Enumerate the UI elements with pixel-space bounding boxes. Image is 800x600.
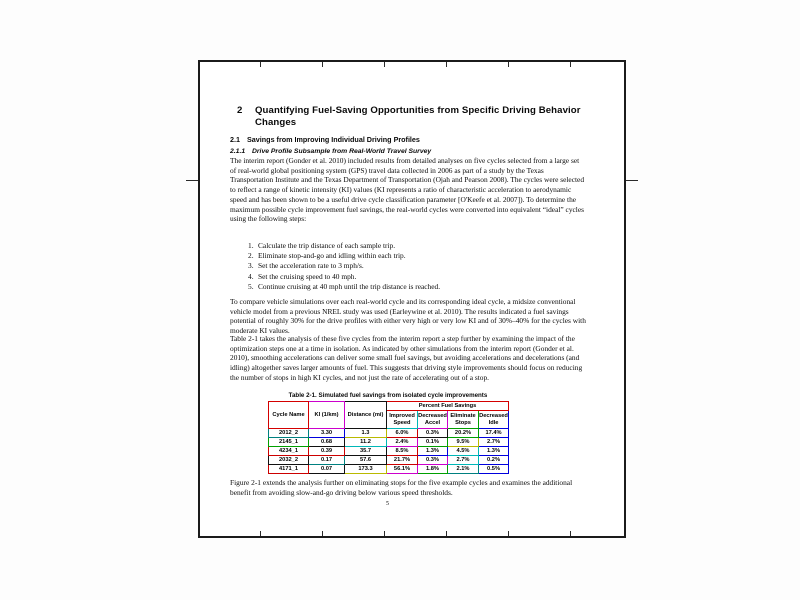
list-item bbox=[230, 272, 586, 282]
crop-tick bbox=[626, 180, 638, 181]
subsection-heading bbox=[230, 135, 586, 144]
subsubsection-title: Drive Profile Subsample from Real-World Travel Survey bbox=[252, 148, 432, 155]
table-row bbox=[269, 447, 509, 456]
crop-tick bbox=[446, 531, 447, 536]
table-cell: 35.7 bbox=[345, 447, 387, 456]
table-cell: 2.1% bbox=[448, 465, 479, 474]
table-cell: 1.3 bbox=[345, 429, 387, 438]
table-caption: Table 2-1. Simulated fuel savings from isolated cycle improvements bbox=[288, 392, 488, 399]
table-cell: 173.3 bbox=[345, 465, 387, 474]
table-cell: 56.1% bbox=[387, 465, 418, 474]
paragraph-3: Table 2-1 takes the analysis of these five cycles from the interim report a step further by examining the impact of the optimization steps one at a time in isolation. As indicated by other simulations from the interim report (Gonder et al. 2010), smoothing accelerations can deliver some small fuel savings, but avoiding accelerations and decelerations (and idling) altogether saves larger amounts of fuel. This suggests that driving style improvements should focus on reducing the number of stops in high KI cycles, and not just the rate of accelerating out of a stop. bbox=[230, 334, 583, 382]
crop-tick bbox=[384, 62, 385, 67]
report-page bbox=[198, 60, 626, 538]
table-cell: 17.4% bbox=[479, 429, 509, 438]
table-cell: 8.5% bbox=[387, 447, 418, 456]
table-cell: 21.7% bbox=[387, 456, 418, 465]
list-item-text: Eliminate stop-and-go and idling within each trip. bbox=[258, 251, 406, 261]
paragraph-4: Figure 2-1 extends the analysis further on eliminating stops for the five example cycles and examines the additional benefit from avoiding slow-and-go driving below various speed thresholds. bbox=[230, 478, 573, 497]
list-item-number: 4. bbox=[248, 271, 254, 281]
list-item-text: Continue cruising at 40 mph until the trip distance is reached. bbox=[258, 281, 441, 291]
list-item-number: 1. bbox=[248, 241, 254, 250]
table-cell: 57.6 bbox=[345, 456, 387, 465]
crop-tick bbox=[322, 531, 323, 536]
list-item-number: 5. bbox=[248, 281, 254, 291]
table-cell: 2012_2 bbox=[269, 429, 309, 438]
crop-tick bbox=[508, 531, 509, 536]
fuel-savings-table-wrap bbox=[268, 401, 509, 474]
table-subheader-cell: Decreased Accel bbox=[418, 411, 448, 429]
list-item-number: 3. bbox=[248, 261, 254, 271]
table-cell: 4171_1 bbox=[269, 465, 309, 474]
table-cell: 2032_2 bbox=[269, 456, 309, 465]
table-cell: 6.0% bbox=[387, 429, 418, 438]
crop-tick bbox=[260, 531, 261, 536]
table-cell: 2145_1 bbox=[269, 438, 309, 447]
subsection-number: 2.1 bbox=[230, 135, 240, 144]
crop-tick bbox=[260, 62, 261, 67]
section-heading bbox=[237, 105, 586, 128]
table-row bbox=[269, 438, 509, 447]
list-item-text: Calculate the trip distance of each sample trip. bbox=[258, 241, 396, 250]
table-cell: 0.5% bbox=[479, 465, 509, 474]
crop-tick bbox=[186, 180, 198, 181]
table-cell: 0.17 bbox=[309, 456, 345, 465]
section-number: 2 bbox=[237, 105, 243, 116]
table-subheader-cell: Eliminate Stops bbox=[448, 411, 479, 429]
table-header-cell: Cycle Name bbox=[269, 402, 309, 429]
crop-tick bbox=[570, 62, 571, 67]
table-cell: 4234_1 bbox=[269, 447, 309, 456]
crop-tick bbox=[446, 62, 447, 67]
table-cell: 0.68 bbox=[309, 438, 345, 447]
list-item bbox=[230, 282, 586, 292]
crop-tick bbox=[322, 62, 323, 67]
table-cell: 0.3% bbox=[418, 429, 448, 438]
table-row bbox=[269, 456, 509, 465]
table-header-cell: KI (1/km) bbox=[309, 402, 345, 429]
paragraph-1: The interim report (Gonder et al. 2010) included results from detailed analyses on five cycles selected from a large set of real-world global positioning system (GPS) travel data collected in 2006 as part of a study by the Texas Transportation Institute and the Texas Department of Transportation (Ojah and Pearson 2008). The cycles were selected to reflect a range of kinetic intensity (KI) values (KI represents a ratio of characteristic acceleration to aerodynamic speed and has been shown to be a useful drive cycle classification parameter [O'Keefe et al. 2007]). To determine the maximum possible cycle improvement fuel savings, the real-world cycles were converted into equivalent “ideal” cycles using the following steps: bbox=[230, 156, 585, 224]
crop-tick bbox=[384, 531, 385, 536]
table-cell: 1.8% bbox=[418, 465, 448, 474]
table-subheader-cell: Improved Speed bbox=[387, 411, 418, 429]
list-item-text: Set the cruising speed to 40 mph. bbox=[258, 271, 357, 281]
table-cell: 0.39 bbox=[309, 447, 345, 456]
subsection-title: Savings from Improving Individual Driving Profiles bbox=[247, 135, 420, 144]
table-cell: 0.3% bbox=[418, 456, 448, 465]
table-cell: 3.30 bbox=[309, 429, 345, 438]
list-item-text: Set the acceleration rate to 3 mph/s. bbox=[258, 261, 364, 271]
table-group-header: Percent Fuel Savings bbox=[387, 402, 509, 411]
table-cell: 2.7% bbox=[448, 456, 479, 465]
section-title: Quantifying Fuel-Saving Opportunities from Specific Driving Behavior Changes bbox=[255, 105, 581, 128]
subsubsection-heading bbox=[230, 147, 586, 156]
table-cell: 1.3% bbox=[479, 447, 509, 456]
list-item bbox=[230, 251, 586, 261]
table-cell: 0.2% bbox=[479, 456, 509, 465]
table-cell: 0.1% bbox=[418, 438, 448, 447]
page-number: 5 bbox=[386, 501, 389, 507]
table-row bbox=[269, 429, 509, 438]
table-row bbox=[269, 465, 509, 474]
table-subheader-cell: Decreased Idle bbox=[479, 411, 509, 429]
table-cell: 11.2 bbox=[345, 438, 387, 447]
table-cell: 20.2% bbox=[448, 429, 479, 438]
list-item bbox=[230, 241, 586, 251]
list-item-number: 2. bbox=[248, 251, 254, 261]
table-header-cell: Distance (mi) bbox=[345, 402, 387, 429]
crop-tick bbox=[508, 62, 509, 67]
table-cell: 2.7% bbox=[479, 438, 509, 447]
paragraph-2: To compare vehicle simulations over each real-world cycle and its corresponding ideal cycle, a midsize conventional vehicle model from a previous NREL study was used (Earleywine et al. 2010). The results indicated a fuel savings potential of roughly 30% for the drive profiles with either very high or very low KI and of 30%–40% for the cycles with moderate KI values. bbox=[230, 297, 586, 336]
fuel-savings-table bbox=[268, 401, 509, 474]
ideal-cycle-steps-list bbox=[230, 241, 586, 292]
table-cell: 0.07 bbox=[309, 465, 345, 474]
list-item bbox=[230, 261, 586, 271]
subsubsection-number: 2.1.1 bbox=[230, 148, 246, 155]
table-cell: 2.4% bbox=[387, 438, 418, 447]
table-cell: 4.5% bbox=[448, 447, 479, 456]
table-cell: 9.5% bbox=[448, 438, 479, 447]
crop-tick bbox=[570, 531, 571, 536]
table-cell: 1.3% bbox=[418, 447, 448, 456]
